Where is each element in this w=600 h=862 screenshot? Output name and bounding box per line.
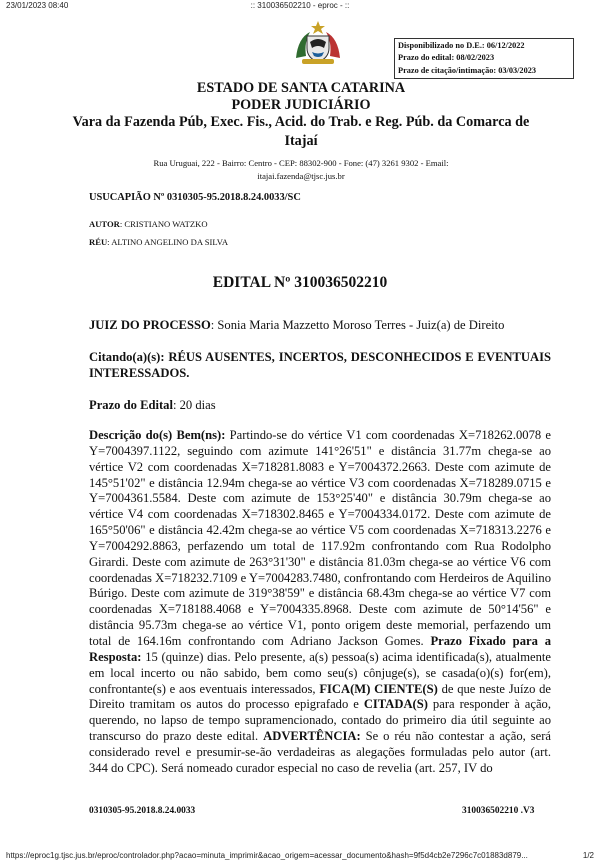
citada-text: para responder à ação, querendo, no lapso de tempo supramencionado, contado do primeiro dia útil seguinte ao transcurso do prazo deste edital. bbox=[89, 697, 551, 744]
court-heading: Vara da Fazenda Púb, Exec. Fis., Acid. do Trab. e Reg. Púb. da Comarca de Itajaí bbox=[72, 114, 530, 149]
juiz-label: JUIZ DO PROCESSO bbox=[89, 318, 211, 332]
autor-value: : CRISTIANO WATZKO bbox=[119, 219, 208, 229]
citada-label: CITADA(S) bbox=[363, 697, 428, 712]
prazo-fixado-label: Prazo Fixado para a Resposta: bbox=[89, 633, 552, 664]
publication-info-box bbox=[394, 38, 574, 79]
case-number: USUCAPIÃO Nº 0310305-95.2018.8.24.0033/SC bbox=[89, 192, 301, 203]
edital-title: EDITAL Nº 310036502210 bbox=[212, 274, 388, 291]
prazo-edital-line: Prazo do edital: 08/02/2023 bbox=[398, 53, 495, 63]
print-date: 23/01/2023 08:40 bbox=[6, 1, 69, 10]
advertencia-text: Se o réu não contestar a ação, será considerado revel e presumir-se-ão verdadeiras as alegações formuladas pelo autor (art. 344 do CPC). Será nomeado curador especial no caso de revelia (art. 257, IV do bbox=[89, 729, 551, 775]
prazo-fixado-text: 15 (quinze) dias. Pelo presente, a(s) pessoa(s) acima identificada(s), atualmente em local incerto ou não sabido, bem como seu(s) cônjuge(s), se casada(o)(s) for(em), confrontante(s) e aos eventuais interessados, bbox=[89, 649, 551, 696]
poder-heading: PODER JUDICIÁRIO bbox=[231, 97, 371, 113]
descricao-paragraph bbox=[89, 428, 551, 777]
prazo-paragraph bbox=[89, 397, 551, 413]
print-url: https://eproc1g.tjsc.jus.br/eproc/controlador.php?acao=minuta_imprimir&acao_origem=acessar_documento&hash=9f5d4cb2e7296c7c01883d879... bbox=[6, 851, 528, 860]
court-address bbox=[60, 157, 542, 183]
state-heading: ESTADO DE SANTA CATARINA bbox=[196, 80, 406, 96]
autor-label: AUTOR bbox=[89, 219, 120, 229]
prazo-citacao-line: Prazo de citação/intimação: 03/03/2023 bbox=[398, 65, 537, 75]
descricao-text: Partindo-se do vértice V1 com coordenadas X=718262.0078 e Y=7004397.1122, seguindo com azimute 141°26'51" e distância 31.77m chega-se ao vértice V2 com coordenadas X=718281.8083 e Y=7004372.2663. Deste com azimute de 145°51'02" e distância 12.94m chega-se ao vértice V3 com coordenadas X=718289.0715 e Y=7004361.5584. Deste com azimute de 153°25'40" e distância 30.79m chega-se ao vértice V4 com coordenadas X=718302.8465 e Y=7004334.0172. Deste com azimute de 165°50'06" e distância 42.42m chega-se ao vértice V5 com coordenadas X=718313.2276 e Y=7004292.8863, perfazendo um total de 117.92m confrontando com Rua Rodolpho Girardi. Deste com azimute de 263°31'30" e distância 81.03m chega-se ao vértice V6 com coordenadas X=718232.7109 e Y=7004283.7480, confrontando com Herdeiros de Aquilino Búrigo. Deste com azimute de 319°38'59" e distância 68.43m chega-se ao vértice V7 com coordenadas X=718188.4068 e Y=7004335.8968. Deste com azimute de 50°14'56" e distância 95.73m chega-se ao vértice V1, ponto origem deste memorial, perfazendo um total de 164.16m confrontando com Adriano Jackson Gomes. bbox=[89, 428, 551, 648]
address-email: itajai.fazenda@tjsc.jus.br bbox=[257, 171, 345, 181]
fica-ciente-text: de que neste Juízo de Direito tramitam os autos do processo epigrafado e bbox=[89, 681, 551, 712]
print-page-number: 1/2 bbox=[582, 851, 594, 860]
reu-line bbox=[89, 237, 228, 247]
reu-label: RÉU bbox=[89, 237, 108, 247]
address-line-1: Rua Uruguai, 222 - Bairro: Centro - CEP: 88302-900 - Fone: (47) 3261 9302 - Email: bbox=[153, 158, 449, 168]
footer-process-number: 0310305-95.2018.8.24.0033 bbox=[89, 806, 196, 816]
citando-value: RÉUS AUSENTES, INCERTOS, DESCONHECIDOS E EVENTUAIS INTERESSADOS. bbox=[89, 350, 551, 381]
prazo-label: Prazo do Edital bbox=[89, 398, 173, 412]
descricao-label: Descrição do(s) Bem(ns): bbox=[89, 428, 226, 442]
juiz-paragraph bbox=[89, 317, 551, 333]
autor-line bbox=[89, 219, 208, 229]
fica-ciente-label: FICA(M) CIENTE(S) bbox=[319, 681, 438, 696]
juiz-value: : Sonia Maria Mazzetto Moroso Terres - Juiz(a) de Direito bbox=[210, 318, 505, 332]
advertencia-label: ADVERTÊNCIA: bbox=[263, 729, 361, 744]
footer-document-id: 310036502210 .V3 bbox=[462, 806, 535, 816]
citando-paragraph bbox=[89, 349, 551, 382]
disponibilizado-line: Disponibilizado no D.E.: 06/12/2022 bbox=[398, 41, 525, 50]
citando-label: Citando(a)(s): bbox=[89, 350, 165, 364]
prazo-value: : 20 dias bbox=[172, 398, 216, 412]
print-title: :: 310036502210 - eproc - :: bbox=[250, 1, 350, 10]
reu-value: : ALTINO ANGELINO DA SILVA bbox=[107, 237, 229, 247]
coat-of-arms-icon bbox=[288, 18, 348, 66]
